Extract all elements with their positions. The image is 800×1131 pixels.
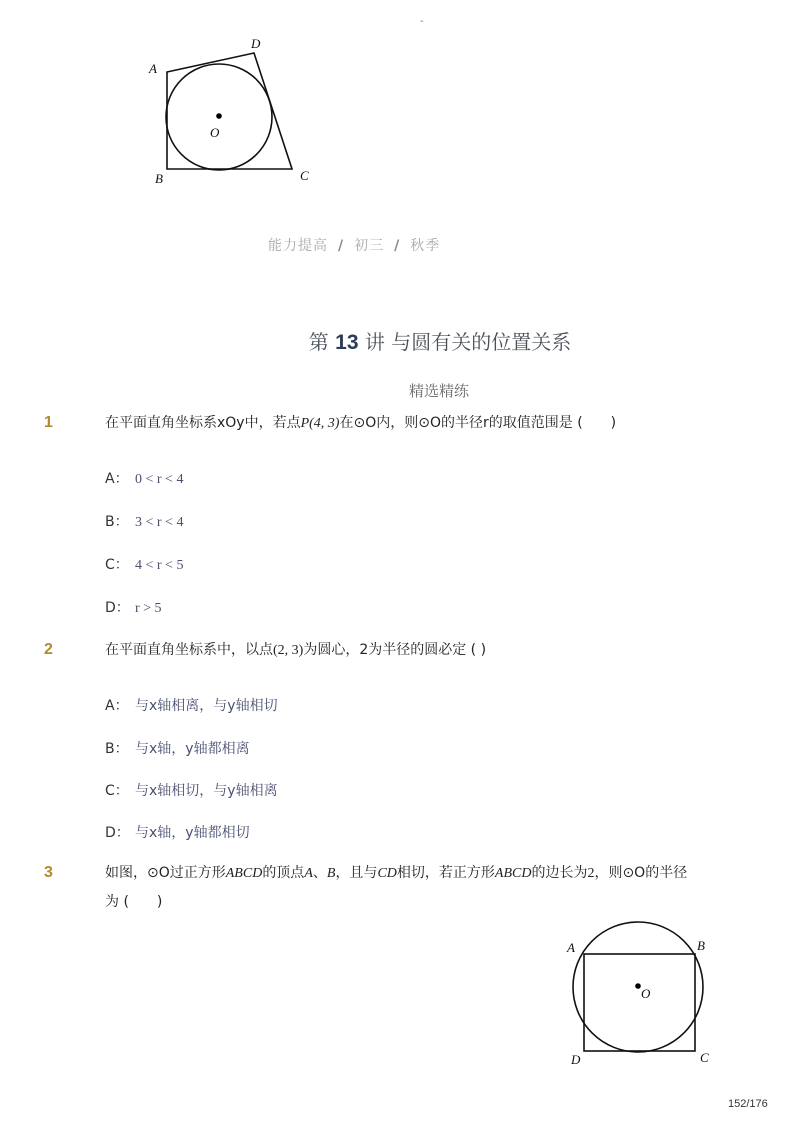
figure-square-circle (560, 918, 730, 1073)
label-b: B (155, 171, 163, 186)
question-3-text: 如图，⊙O过正方形ABCD的顶点A、B，且与CD相切，若正方形ABCD的边长为2，则⊙O的半径 为 ( ) (105, 865, 688, 910)
q1-option-b[interactable]: B： 3 < r < 4 (105, 514, 184, 530)
q1-option-a[interactable]: A： 0 < r < 4 (105, 471, 184, 487)
label-d: D (251, 36, 261, 51)
question-number-3: 3 (44, 864, 53, 881)
header-separator: / (338, 238, 345, 254)
center-point (635, 983, 641, 989)
q2-option-c[interactable]: C： 与x轴相切，与y轴相离 (105, 783, 278, 799)
section-subtitle: 精选精练 (408, 382, 469, 400)
lesson-number: 13 (335, 331, 359, 354)
label-c: C (700, 1050, 709, 1065)
label-o: O (641, 986, 651, 1001)
header-separator: / (394, 238, 401, 254)
question-2-text: 在平面直角坐标系中，以点(2, 3)为圆心，2为半径的圆必定 ( ) (105, 642, 487, 658)
q2-option-d[interactable]: D： 与x轴，y轴都相切 (105, 825, 250, 841)
label-b: B (697, 938, 705, 953)
label-o: O (210, 125, 220, 140)
quadrilateral-abcd (167, 53, 292, 169)
q2-option-b[interactable]: B： 与x轴，y轴都相离 (105, 741, 250, 757)
header-grade: 初三 (354, 238, 385, 254)
page-number: 152/176 (728, 1098, 768, 1110)
top-mark: - (420, 16, 424, 27)
square-abcd (584, 954, 695, 1051)
q2-option-a[interactable]: A： 与x轴相离，与y轴相切 (105, 698, 278, 714)
question-number-1: 1 (44, 414, 53, 431)
center-point (216, 113, 222, 119)
lesson-title: 第 13 讲 与圆有关的位置关系 (308, 330, 572, 354)
course-header (268, 235, 440, 255)
figure-quadrilateral-inscribed-circle (140, 30, 330, 190)
q1-option-d[interactable]: D： r > 5 (105, 600, 162, 616)
question-number-2: 2 (44, 641, 53, 658)
header-category: 能力提高 (268, 238, 328, 254)
question-1-text: 在平面直角坐标系xOy中，若点P(4, 3)在⊙O内，则⊙O的半径r的取值范围是 ( ) (105, 415, 617, 431)
label-c: C (300, 168, 309, 183)
label-a: A (567, 940, 575, 955)
label-a: A (149, 61, 157, 76)
q1-option-c[interactable]: C： 4 < r < 5 (105, 557, 184, 573)
label-d: D (571, 1052, 581, 1067)
header-season: 秋季 (410, 238, 441, 254)
